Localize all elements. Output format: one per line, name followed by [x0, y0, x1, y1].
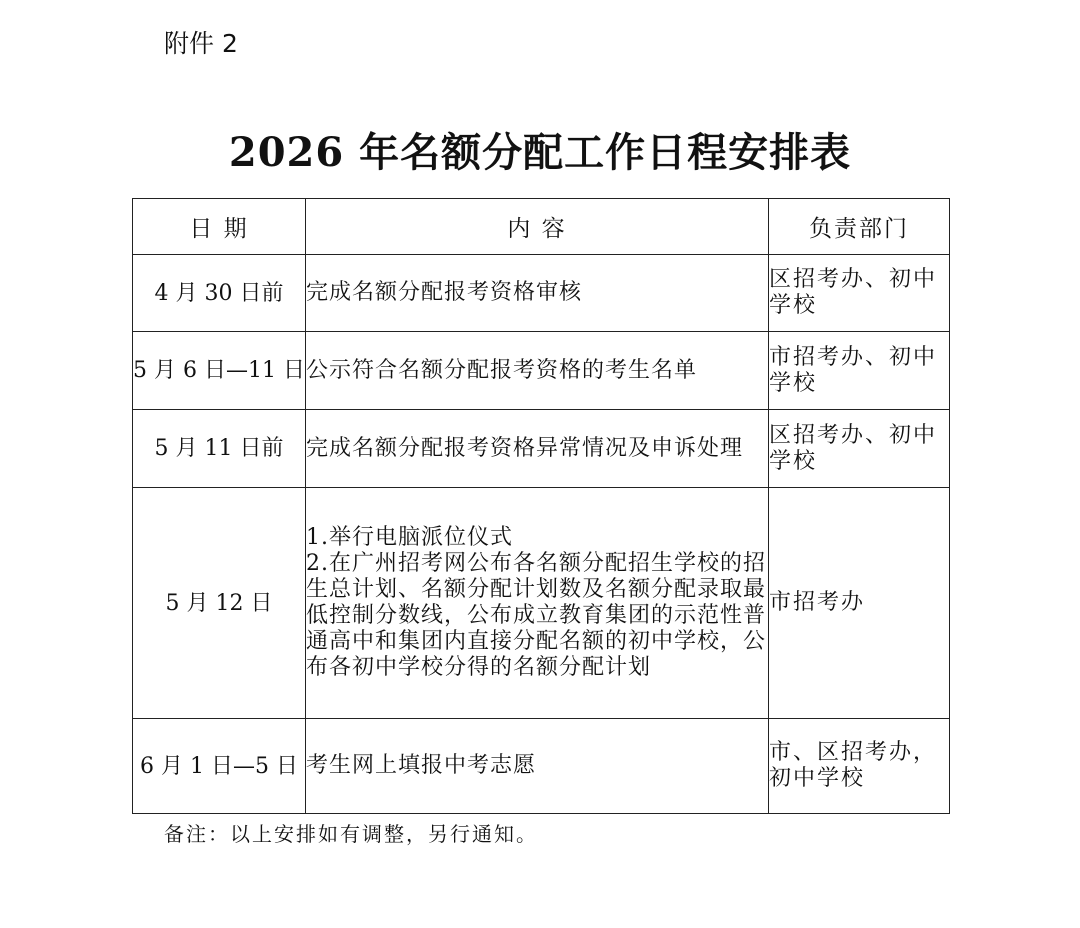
footnote: 备注：以上安排如有调整，另行通知。: [164, 822, 538, 846]
row-date: 5 月 11 日前: [133, 410, 306, 488]
table-header-row: [133, 199, 950, 255]
row-content: [306, 488, 769, 719]
row-content: [306, 255, 769, 332]
row-date: 5 月 6 日—11 日: [133, 332, 306, 410]
table-row: [133, 255, 950, 332]
row-date: 6 月 1 日—5 日: [133, 719, 306, 814]
row-dept: 市招考办: [769, 488, 950, 719]
content-line: 完成名额分配报考资格异常情况及申诉处理: [306, 435, 744, 461]
content-line: 2.在广州招考网公布各名额分配招生学校的招生总计划、名额分配计划数及名额分配录取最低控制分数线，公布成立教育集团的示范性普通高中和集团内直接分配名额的初中学校，公布各初中学校分得的名额分配计划: [306, 551, 767, 680]
row-content: [306, 410, 769, 488]
content-line: 公示符合名额分配报考资格的考生名单: [306, 357, 698, 383]
row-dept: 区招考办、初中学校: [769, 410, 950, 488]
row-date: 4 月 30 日前: [133, 255, 306, 332]
table-row: [133, 410, 950, 488]
row-content: [306, 719, 769, 814]
table-row: [133, 488, 950, 719]
row-dept: 区招考办、初中学校: [769, 255, 950, 332]
content-line: 考生网上填报中考志愿: [306, 753, 537, 778]
content-line: 完成名额分配报考资格审核: [306, 280, 583, 305]
content-line: 1.举行电脑派位仪式: [306, 525, 513, 550]
schedule-table: [132, 198, 950, 814]
table-row: [133, 719, 950, 814]
row-content: [306, 332, 769, 410]
header-content: 内 容: [306, 199, 769, 255]
row-dept: 市、区招考办，初中学校: [769, 719, 950, 814]
header-date: 日 期: [133, 199, 306, 255]
attachment-label: 附件 2: [164, 29, 238, 58]
table-row: [133, 332, 950, 410]
row-dept: 市招考办、初中学校: [769, 332, 950, 410]
page-title: 2026 年名额分配工作日程安排表: [228, 129, 852, 176]
row-date: 5 月 12 日: [133, 488, 306, 719]
header-dept: 负责部门: [769, 199, 950, 255]
